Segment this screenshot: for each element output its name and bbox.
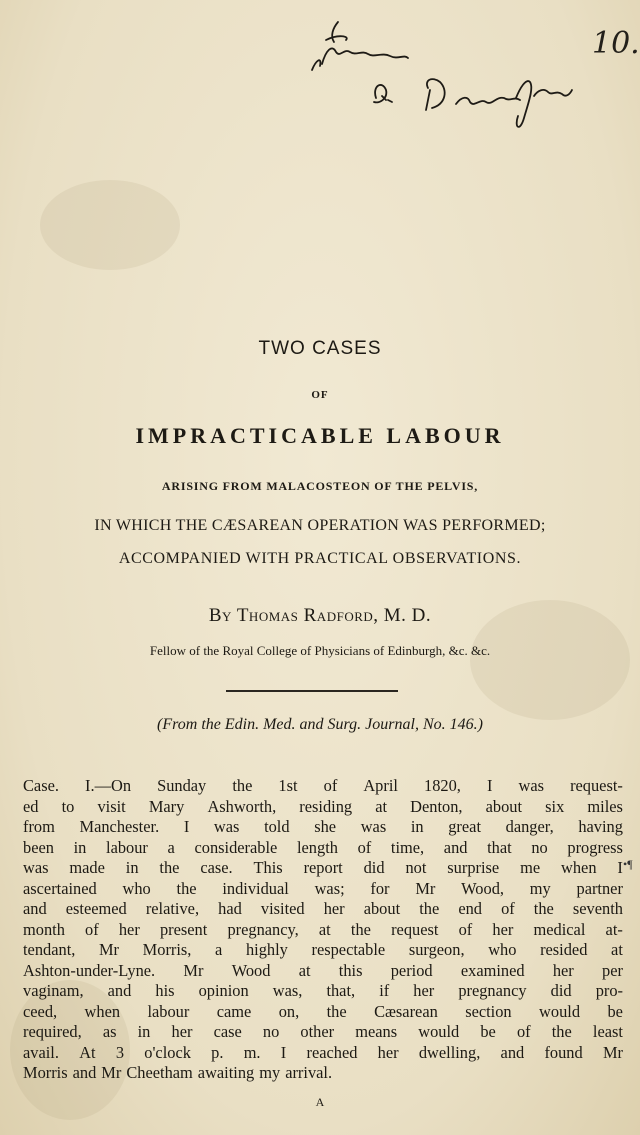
body-line: Ashton-under-Lyne. Mr Wood at this period examined her per: [23, 960, 623, 980]
handwriting-drawing: [0, 0, 640, 140]
title-line2: ACCOMPANIED WITH PRACTICAL OBSERVATIONS.: [118, 550, 522, 567]
body-line: and esteemed relative, had visited her about the end of the seventh: [23, 899, 623, 918]
body-line: tendant, Mr Morris, a highly respectable surgeon, who resided at: [23, 940, 623, 959]
author-byline: By Thomas Radford, M. D.: [208, 605, 432, 626]
body-line: vaginam, and his opinion was, that, if her pregnancy did pro-: [23, 981, 623, 1000]
body-line: been in labour a considerable length of time, and that no progress: [23, 837, 623, 857]
body-line: Morris and Mr Cheetham awaiting my arrival.: [23, 1063, 333, 1082]
body-line: required, as in her case no other means would be of the least: [23, 1022, 623, 1041]
title-line1: IN WHICH THE CÆSAREAN OPERATION WAS PERFORMED;: [94, 517, 546, 534]
title-arising: ARISING FROM MALACOSTEON OF THE PELVIS,: [161, 479, 479, 493]
title-big: IMPRACTICABLE LABOUR: [135, 423, 505, 448]
body-line: ascertained who the individual was; for Mr Wood, my partner: [23, 878, 623, 898]
body-line: ed to visit Mary Ashworth, residing at Denton, about six miles: [23, 796, 623, 816]
body-line: avail. At 3 o'clock p. m. I reached her dwelling, and found Mr: [23, 1042, 623, 1062]
body-text: [23, 776, 623, 1084]
body-line: ceed, when labour came on, the Cæsarean section would be: [23, 1001, 623, 1021]
author-affiliation: Fellow of the Royal College of Physicians of Edinburgh, &c. &c.: [149, 643, 491, 658]
title-of: OF: [311, 389, 329, 401]
divider-rule: [226, 690, 398, 692]
corner-number: 10.: [592, 26, 640, 61]
body-line: was made in the case. This report did not surprise me when I: [23, 858, 623, 877]
title-main: TWO CASES: [258, 338, 382, 359]
signature-mark: A: [315, 1095, 325, 1109]
source-citation: (From the Edin. Med. and Surg. Journal, No. 146.): [157, 716, 483, 733]
handwritten-inscription: [0, 0, 640, 140]
body-line: from Manchester. I was told she was in great danger, having: [23, 817, 623, 836]
paper-stain: [40, 180, 180, 270]
margin-mark: •¶: [623, 857, 633, 871]
body-line: month of her present pregnancy, at the request of her medical at-: [23, 919, 623, 939]
body-line: Case. I.—On Sunday the 1st of April 1820, I was request-: [23, 776, 623, 795]
